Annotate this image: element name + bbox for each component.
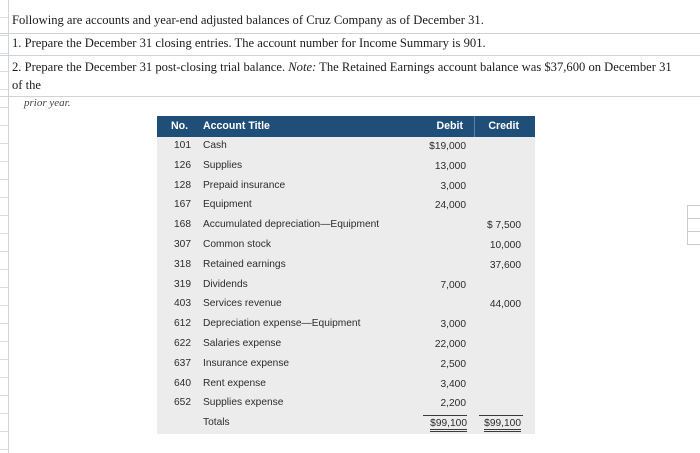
account-no: 128 [174, 179, 191, 191]
account-title: Dividends [203, 278, 248, 290]
account-title: Rent expense [203, 377, 266, 389]
debit-amount: 2,200 [440, 398, 466, 410]
requirement-2-note: The Retained Earnings account balance was $37,600 on December 31 of the [12, 60, 672, 92]
totals-row [157, 414, 535, 434]
account-no: 307 [174, 239, 191, 250]
header-credit: Credit [488, 120, 519, 132]
table-row [157, 216, 535, 236]
account-no: 167 [174, 199, 191, 211]
total-credit: $99,100 [484, 418, 521, 432]
debit-amount: 7,000 [440, 279, 466, 291]
account-title: Prepaid insurance [203, 179, 286, 191]
requirement-2 [12, 58, 684, 112]
debit-amount: $19,000 [429, 141, 466, 152]
table-row [157, 196, 535, 216]
scroll-edge-marks [687, 205, 700, 245]
account-no: 612 [174, 318, 191, 330]
header-debit: Debit [436, 120, 463, 132]
account-title: Supplies [203, 159, 243, 171]
table-row [157, 256, 535, 276]
account-no: 168 [174, 219, 191, 231]
total-debit: $99,100 [430, 418, 467, 432]
table-header [157, 116, 535, 137]
table-row [157, 177, 535, 197]
totals-label: Totals [203, 417, 230, 428]
account-title: Depreciation expense—Equipment [203, 318, 361, 330]
table-row [157, 394, 535, 414]
account-title: Common stock [203, 239, 271, 250]
account-no: 101 [174, 140, 191, 151]
divider [0, 33, 700, 34]
table-row [157, 375, 535, 395]
account-no: 126 [174, 159, 191, 171]
table-row [157, 157, 535, 177]
credit-amount: 10,000 [489, 240, 521, 251]
credit-amount: $ 7,500 [487, 220, 521, 232]
credit-amount: 37,600 [489, 259, 521, 271]
intro-text: Following are accounts and year-end adjusted balances of Cruz Company as of December 31. [12, 13, 484, 27]
table-row [157, 315, 535, 335]
account-no: 403 [174, 298, 191, 310]
credit-amount: 44,000 [489, 299, 521, 311]
account-no: 318 [174, 258, 191, 270]
gridline-strip [0, 0, 9, 453]
account-title: Services revenue [203, 298, 282, 310]
table-row [157, 355, 535, 375]
debit-amount: 3,000 [440, 319, 466, 331]
requirement-2-continued: prior year. [24, 97, 71, 109]
requirement-1: 1. Prepare the December 31 closing entries. The account number for Income Summary is 901. [12, 36, 486, 50]
account-no: 319 [174, 278, 191, 290]
account-no: 640 [174, 377, 191, 389]
account-title: Supplies expense [203, 397, 284, 409]
trial-balance-table [157, 116, 535, 434]
account-title: Insurance expense [203, 357, 290, 369]
account-title: Equipment [203, 199, 252, 211]
debit-amount: 13,000 [434, 160, 466, 172]
account-no: 637 [174, 357, 191, 369]
table-row [157, 137, 535, 157]
note-label: Note: [288, 60, 317, 74]
table-row [157, 335, 535, 355]
account-title: Retained earnings [203, 258, 286, 270]
account-title: Cash [203, 140, 227, 151]
divider [0, 55, 700, 56]
table-row [157, 236, 535, 256]
divider [0, 96, 700, 97]
account-no: 652 [174, 397, 191, 409]
header-separator [474, 116, 475, 137]
debit-amount: 2,500 [440, 358, 466, 370]
account-no: 622 [174, 338, 191, 349]
debit-amount: 22,000 [434, 339, 466, 350]
table-row [157, 295, 535, 315]
account-title: Salaries expense [203, 338, 282, 349]
debit-amount: 3,400 [440, 378, 466, 390]
debit-amount: 3,000 [440, 180, 466, 192]
header-account-title: Account Title [203, 120, 270, 132]
account-title: Accumulated depreciation—Equipment [203, 219, 380, 231]
header-no: No. [171, 120, 189, 132]
requirement-2-text: 2. Prepare the December 31 post-closing trial balance. [12, 60, 286, 74]
debit-amount: 24,000 [434, 200, 466, 212]
table-row [157, 276, 535, 296]
